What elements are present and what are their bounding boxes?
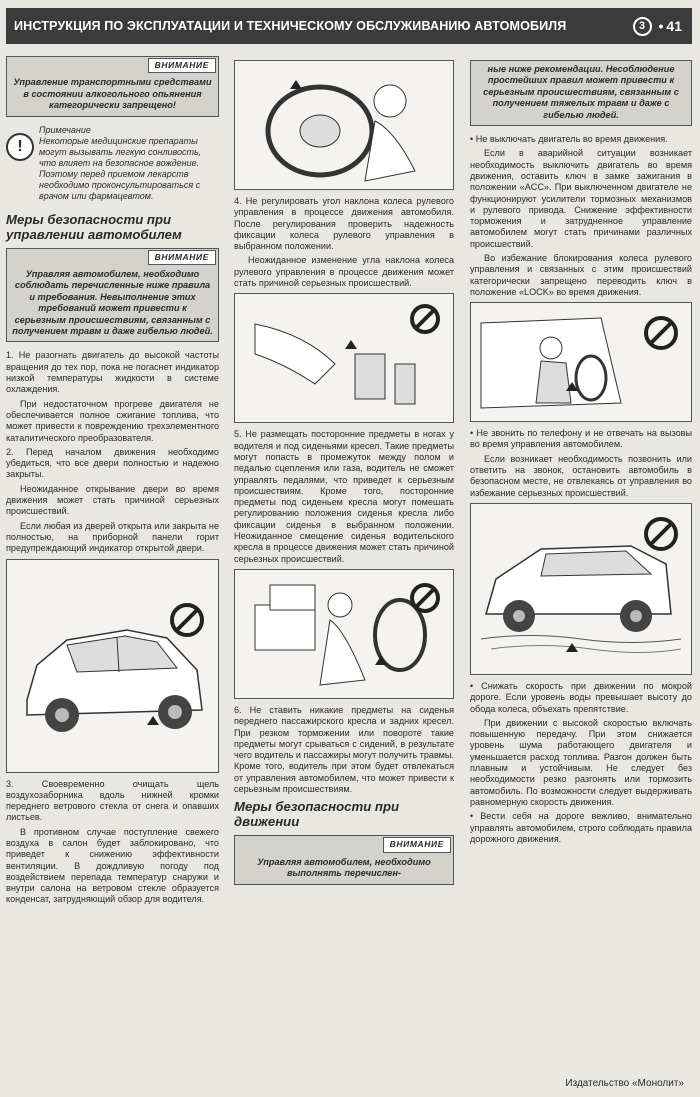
pedals-illustration bbox=[234, 293, 454, 423]
warning-text: Управляя автомобилем, необходимо выполнять перечислен- bbox=[257, 856, 431, 879]
paragraph: • Не выключать двигатель во время движения. bbox=[470, 134, 668, 145]
note-text: Некоторые медицинские препараты могут вызывать легкую сонливость, что влияет на безопасное вождение. Поэтому перед приемом лекарств необходимо проконсультироваться с врачом или фармацевтом. bbox=[39, 135, 202, 201]
paragraph: При движении с высокой скоростью включать повышенную передачу. При этом снижается уровень шума работающего двигателя и уменьшается расход топлива. Разгон должен быть плавным и устойчивым. Не следует без необходимости резко разгонять или тормозить автомобиль. По возможности следует выдерживать равномерную скорость движения. bbox=[470, 717, 692, 807]
paragraph: 4. Не регулировать угол наклона колеса рулевого управления в процессе движения автомобиля. После регулирования проверить надежность фиксации колеса рулевого управления в выбранном положении. bbox=[234, 196, 454, 252]
page-number: 41 bbox=[666, 18, 682, 34]
wet-road-illustration bbox=[470, 503, 692, 675]
column-right bbox=[470, 60, 692, 848]
page-header bbox=[6, 8, 692, 44]
column-left bbox=[6, 56, 219, 909]
paragraph: Если в аварийной ситуации возникает необходимость выключить двигатель во время движения, оставить ключ в замке зажигания в положении «ACC». При выключенном двигателе не функционируют усилители тормозных механизмов и рулевого привода. Снижение эффективности торможения и затрудненное управление автомобилем могут стать причинами различных происшествий. bbox=[470, 148, 692, 249]
paragraph: • Снижать скорость при движении по мокрой дороге. Если уровень воды превышает высоту до обода колеса, объехать препятствие. bbox=[470, 680, 692, 714]
header-title: ИНСТРУКЦИЯ ПО ЭКСПЛУАТАЦИИ И ТЕХНИЧЕСКОМУ ОБСЛУЖИВАНИЮ АВТОМОБИЛЯ bbox=[14, 19, 567, 33]
paragraph: Неожиданное изменение угла наклона колеса рулевого управления в процессе движения может стать причиной серьезных происшествий. bbox=[234, 255, 454, 289]
paragraph: • Не звонить по телефону и не отвечать на вызовы во время управления автомобилем. bbox=[470, 428, 692, 450]
paragraph: 6. Не ставить никакие предметы на сиденья переднего пассажирского кресла и задних кресел. При резком торможении или повороте такие предметы могут срываться с сидений, в результате чего водитель и пассажиры могут получить травмы. Кроме того, водитель при этом будет отвлекаться от управления автомобилем, что может привести к серьезным происшествиям. bbox=[234, 704, 454, 795]
publisher-footer: Издательство «Монолит» bbox=[565, 1078, 684, 1089]
paragraph: 5. Не размещать посторонние предметы в ногах у водителя и под сиденьями кресел. Такие предметы могут попасть в промежуток между полом и педалью сцепления или газа, водитель не сможет управлять педалями, что приведет к серьезным происшествиям. Кроме того, посторонние предметы под сиденьем кресла могут помешать регулированию положения сиденья кресла либо фиксации сиденья в выбранном положении. Неожиданное смещение сиденья водительского кресла в процессе движения может стать причиной серьезных происшествий. bbox=[234, 429, 454, 564]
column-middle bbox=[234, 60, 454, 893]
warning-text: Управляя автомобилем, необходимо соблюдать перечисленные ниже правила и требования. Невыполнение этих требований может привести к серьезным происшествиям, связанным с получением травм и даже гибелью людей. bbox=[12, 269, 213, 337]
warning-box-rules bbox=[6, 248, 219, 343]
paragraph: 2. Перед началом движения необходимо убедиться, что все двери полностью и надежно закрыты. bbox=[6, 446, 219, 480]
paragraph: Если возникает необходимость позвонить или ответить на звонок, остановить автомобиль в безопасном месте, не отвлекаясь от управления во избежание серьезных происшествий. bbox=[470, 453, 692, 498]
boxes-on-seat-illustration bbox=[234, 569, 454, 699]
warning-label: ВНИМАНИЕ bbox=[148, 58, 216, 73]
warning-text: ные ниже рекомендации. Несоблюдение простейших правил может привести к серьезным происшествиям, связанным с получением тяжелых травм и даже с гибелью людей. bbox=[483, 64, 679, 120]
phone-while-driving-illustration bbox=[470, 302, 692, 422]
page-number-block bbox=[633, 17, 692, 36]
note-title: Примечание bbox=[39, 124, 91, 135]
note-block bbox=[6, 125, 219, 202]
warning-box-alcohol bbox=[6, 56, 219, 117]
exclamation-icon: ! bbox=[6, 133, 34, 161]
warning-box-continued bbox=[470, 60, 692, 126]
warning-box-movement bbox=[234, 835, 454, 884]
note-text-block bbox=[39, 125, 219, 202]
paragraph: В противном случае поступление свежего воздуха в салон будет заблокировано, что приведет к снижению эффективности вентиляции. В дождливую погоду под воздействием перепада температур снаружи и внутри салона на ветровом стекле образуется конденсат, затрудняющий обзор для водителя. bbox=[6, 826, 219, 905]
warning-label: ВНИМАНИЕ bbox=[148, 250, 216, 265]
paragraph: При недостаточном прогреве двигателя не обеспечивается полное сжигание топлива, что может привести к повреждению трехэлементного каталитического преобразователя. bbox=[6, 398, 219, 443]
warning-label: ВНИМАНИЕ bbox=[383, 837, 451, 852]
paragraph: Неожиданное открывание двери во время движения может стать причиной серьезных происшествий. bbox=[6, 483, 219, 517]
paragraph: • Вести себя на дороге вежливо, внимательно управлять автомобилем, строго соблюдать правила дорожного движения. bbox=[470, 811, 692, 844]
paragraph: 3. Своевременно очищать щель воздухозаборника вдоль нижней кромки переднего ветрового стекла от снега и опавших листьев. bbox=[6, 778, 219, 823]
section-number: 3 bbox=[633, 17, 652, 36]
paragraph: Во избежание блокирования колеса рулевого управления и связанных с этим происшествий категорически запрещено переводить ключ в положение «LOCK» во время движения. bbox=[470, 253, 692, 297]
separator-dot: • bbox=[658, 18, 664, 34]
car-door-illustration bbox=[6, 559, 219, 773]
paragraph: 1. Не разогнать двигатель до высокой частоты вращения до тех пор, пока не погаснет индикатор низкой температуры жидкости в системе охлаждения. bbox=[6, 350, 219, 395]
section-heading-movement: Меры безопасности при движении bbox=[234, 799, 400, 830]
warning-text: Управление транспортными средствами в состоянии алкогольного опьянения категорически запрещено! bbox=[13, 77, 212, 111]
steering-wheel-illustration bbox=[234, 60, 454, 190]
paragraph: Если любая из дверей открыта или закрыта не полностью, на приборной панели горит предупреждающий индикатор открытой двери. bbox=[6, 520, 219, 554]
section-heading-driving: Меры безопасности при управлении автомобилем bbox=[6, 211, 182, 242]
